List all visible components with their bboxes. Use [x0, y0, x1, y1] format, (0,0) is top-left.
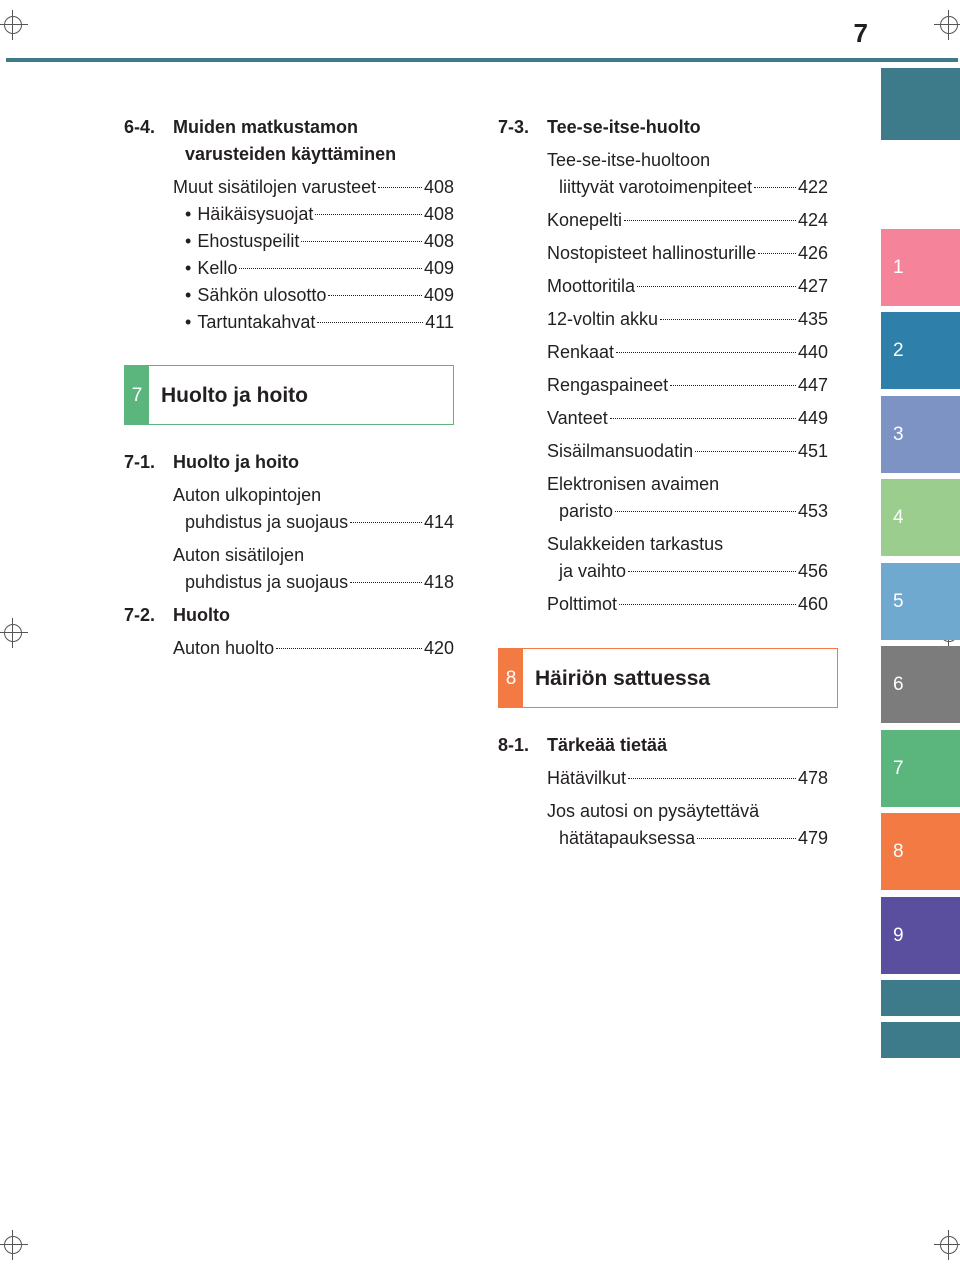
toc-entry[interactable]: Vanteet 449: [547, 408, 828, 428]
chapter-tab-7[interactable]: 7: [881, 730, 960, 807]
toc-subentry[interactable]: • Tartuntakahvat 411: [185, 312, 454, 332]
toc-entry[interactable]: Sisäilmansuodatin 451: [547, 441, 828, 461]
toc-entry[interactable]: Konepelti 424: [547, 210, 828, 230]
toc-entry[interactable]: Rengaspaineet 447: [547, 375, 828, 395]
chapter-tab[interactable]: [881, 1022, 960, 1058]
toc-entry[interactable]: Hätävilkut 478: [547, 768, 828, 788]
chapter-header-7[interactable]: [124, 365, 454, 425]
toc-subentry[interactable]: • Kello 409: [185, 258, 454, 278]
toc-left-column: [124, 114, 454, 668]
section-number: 6-4.: [124, 117, 156, 137]
toc-entry[interactable]: Moottoritila 427: [547, 276, 828, 296]
chapter-tab-6[interactable]: 6: [881, 646, 960, 723]
toc-entry[interactable]: Elektronisen avaimen paristo 453: [547, 474, 828, 521]
chapter-title: Häiriön sattuessa: [535, 666, 711, 690]
section-heading: 7-3. Tee-se-itse-huolto: [498, 114, 828, 141]
toc-entry[interactable]: Auton sisätilojen puhdistus ja suojaus 418: [173, 545, 454, 592]
section-heading: 7-1. Huolto ja hoito: [124, 449, 454, 476]
toc-entry[interactable]: Nostopisteet hallinosturille 426: [547, 243, 828, 263]
page-ref: 408: [423, 177, 454, 197]
registration-mark-icon: [938, 1234, 960, 1256]
toc-right-column: [498, 114, 828, 858]
chapter-tab-9[interactable]: 9: [881, 897, 960, 974]
section-heading: [124, 114, 454, 168]
toc-entry[interactable]: Renkaat 440: [547, 342, 828, 362]
toc-entry[interactable]: Polttimot 460: [547, 594, 828, 614]
registration-mark-icon: [2, 622, 24, 644]
chapter-number: 7: [125, 366, 149, 424]
toc-subentries: [173, 201, 454, 336]
section-title[interactable]: Tärkeää tietää: [547, 735, 668, 755]
chapter-tab-8[interactable]: 8: [881, 813, 960, 890]
chapter-tab-5[interactable]: 5: [881, 563, 960, 640]
registration-mark-icon: [938, 14, 960, 36]
chapter-tab-4[interactable]: 4: [881, 479, 960, 556]
toc-subentry[interactable]: • Häikäisysuojat 408: [185, 204, 454, 224]
chapter-tab-1[interactable]: 1: [881, 229, 960, 306]
chapter-header-8[interactable]: [498, 648, 838, 708]
toc-entry[interactable]: 12-voltin akku 435: [547, 309, 828, 329]
toc-entry[interactable]: Jos autosi on pysäytettävä hätätapauksessa 479: [547, 801, 828, 848]
chapter-tab[interactable]: [881, 980, 960, 1016]
toc-entry[interactable]: Sulakkeiden tarkastus ja vaihto 456: [547, 534, 828, 581]
toc-subentry[interactable]: • Sähkön ulosotto 409: [185, 285, 454, 305]
registration-mark-icon: [2, 14, 24, 36]
chapter-title: Huolto ja hoito: [161, 383, 308, 407]
section-heading: 8-1. Tärkeää tietää: [498, 732, 828, 759]
chapter-tab[interactable]: [881, 68, 960, 140]
section-title[interactable]: Muiden matkustamon varusteiden käyttäminen: [173, 117, 397, 164]
section-title[interactable]: Tee-se-itse-huolto: [547, 117, 701, 137]
toc-entry[interactable]: Muut sisätilojen varusteet 408: [173, 174, 454, 201]
section-heading: 7-2. Huolto: [124, 602, 454, 629]
toc-entry[interactable]: Auton huolto 420: [173, 638, 454, 658]
chapter-tab-2[interactable]: 2: [881, 312, 960, 389]
page-number: 7: [853, 18, 868, 48]
toc-entry[interactable]: Auton ulkopintojen puhdistus ja suojaus 414: [173, 485, 454, 532]
registration-mark-icon: [2, 1234, 24, 1256]
section-title[interactable]: Huolto: [173, 605, 230, 625]
section-title[interactable]: Huolto ja hoito: [173, 452, 299, 472]
toc-subentry[interactable]: • Ehostuspeilit 408: [185, 231, 454, 251]
chapter-number: 8: [499, 649, 523, 707]
toc-entry[interactable]: Tee-se-itse-huoltoon liittyvät varotoimenpiteet 422: [547, 150, 828, 197]
chapter-tab-3[interactable]: 3: [881, 396, 960, 473]
header-rule: [6, 58, 958, 62]
